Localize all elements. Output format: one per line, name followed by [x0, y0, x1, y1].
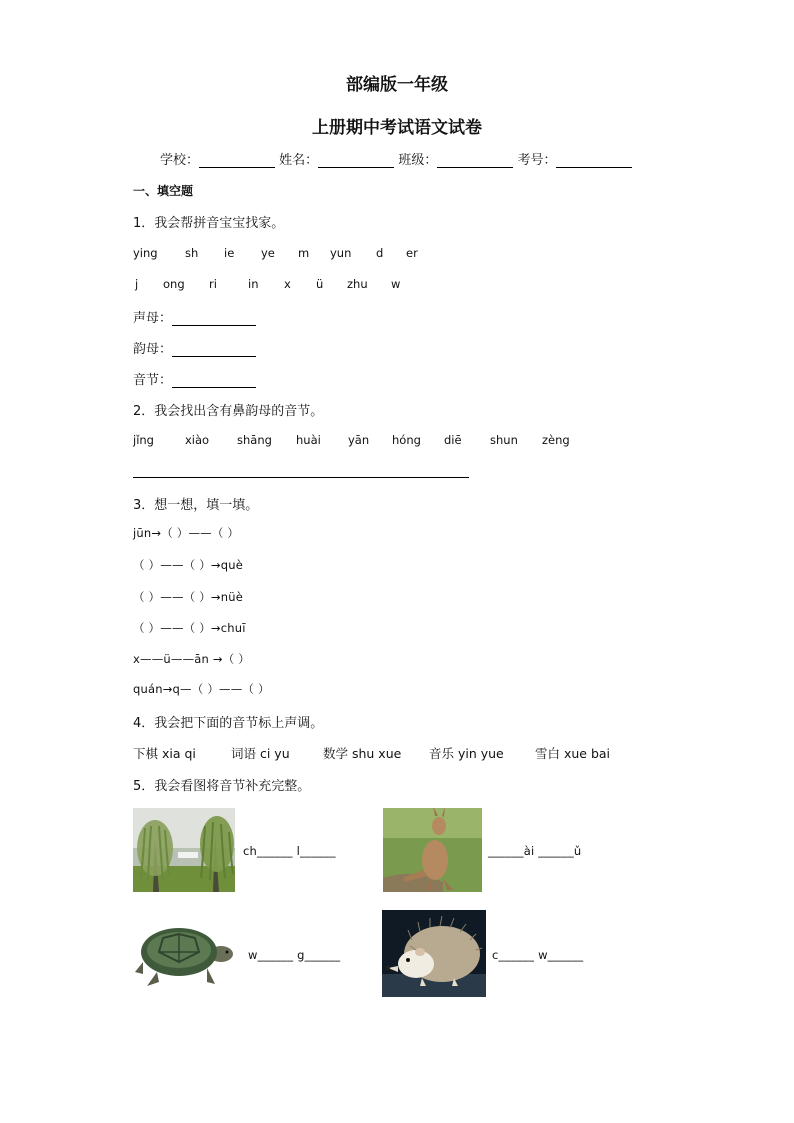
- name-label: 姓名：: [279, 153, 319, 168]
- yinjie-answer-field[interactable]: [172, 373, 256, 388]
- yunmu-line: [133, 338, 256, 357]
- tone-item[interactable]: 数学 shu xue: [323, 746, 402, 761]
- name-field[interactable]: [318, 153, 394, 168]
- turtle-image: [133, 912, 237, 992]
- pinyin-item: yun: [330, 246, 352, 260]
- syllable-item: huài: [296, 433, 321, 447]
- question-3-line[interactable]: （ ）——（ ）→què: [133, 558, 244, 572]
- school-field[interactable]: [199, 153, 275, 168]
- question-3-line[interactable]: jūn→（ ）——（ ）: [133, 526, 240, 540]
- syllable-item: diē: [444, 433, 462, 447]
- question-2-prompt: 2．我会找出含有鼻韵母的音节。: [133, 404, 324, 419]
- question-2-syllables: [133, 433, 593, 449]
- pinyin-item: ri: [209, 277, 217, 291]
- syllable-item: shāng: [237, 433, 272, 447]
- willow-pinyin-blank[interactable]: ch______ l______: [243, 844, 336, 858]
- pinyin-item: zhu: [347, 277, 368, 291]
- question-5-prompt: 5．我会看图将音节补充完整。: [133, 779, 311, 794]
- question-3-line[interactable]: （ ）——（ ）→nüè: [133, 590, 243, 604]
- willow-image: [133, 808, 235, 892]
- page-title: 部编版一年级: [346, 75, 448, 95]
- question-1-row-2: [133, 277, 533, 293]
- yinjie-line: [133, 369, 256, 388]
- page-subtitle: 上册期中考试语文试卷: [312, 118, 482, 138]
- pinyin-item: sh: [185, 246, 199, 260]
- hedgehog-image: [382, 910, 486, 997]
- syllable-item: shun: [490, 433, 518, 447]
- section-heading: 一、填空题: [133, 184, 194, 198]
- yinjie-label: 音节：: [133, 373, 173, 388]
- hedgehog-pinyin-blank[interactable]: c______ w______: [492, 948, 584, 962]
- tone-item[interactable]: 词语 ci yu: [231, 746, 290, 761]
- pinyin-item: ü: [316, 277, 324, 291]
- pinyin-item: m: [298, 246, 310, 260]
- pinyin-item: w: [391, 277, 401, 291]
- kangaroo-image: [383, 808, 482, 892]
- yunmu-label: 韵母：: [133, 342, 173, 357]
- kangaroo-pinyin-blank[interactable]: ______ài ______ǔ: [488, 844, 582, 858]
- question-4-items: [133, 744, 633, 760]
- student-info-line: [160, 149, 632, 168]
- class-field[interactable]: [437, 153, 513, 168]
- question-3-line[interactable]: quán→q—（ ）——（ ）: [133, 682, 270, 696]
- pinyin-item: d: [376, 246, 384, 260]
- pinyin-item: x: [284, 277, 291, 291]
- shengmu-line: [133, 307, 256, 326]
- syllable-item: yān: [348, 433, 370, 447]
- syllable-item: zèng: [542, 433, 570, 447]
- pinyin-item: j: [135, 277, 139, 291]
- syllable-item: xiào: [185, 433, 210, 447]
- exam-number-field[interactable]: [556, 153, 632, 168]
- question-4-prompt: 4．我会把下面的音节标上声调。: [133, 716, 324, 731]
- pinyin-item: ong: [163, 277, 185, 291]
- school-label: 学校：: [160, 153, 200, 168]
- yunmu-answer-field[interactable]: [172, 342, 256, 357]
- pinyin-item: in: [248, 277, 259, 291]
- pinyin-item: er: [406, 246, 418, 260]
- tone-item[interactable]: 下棋 xia qi: [133, 746, 196, 761]
- tone-item[interactable]: 音乐 yin yue: [429, 746, 504, 761]
- question-1-prompt: 1．我会帮拼音宝宝找家。: [133, 216, 285, 231]
- exam-number-label: 考号：: [517, 153, 557, 168]
- shengmu-answer-field[interactable]: [172, 311, 256, 326]
- tone-item[interactable]: 雪白 xue bai: [535, 746, 611, 761]
- question-1-row-1: [133, 246, 533, 262]
- question-3-prompt: 3．想一想，填一填。: [133, 498, 259, 513]
- pinyin-item: ying: [133, 246, 158, 260]
- question-2-answer-line[interactable]: [133, 477, 469, 478]
- syllable-item: jǐng: [133, 433, 154, 447]
- shengmu-label: 声母：: [133, 311, 173, 326]
- pinyin-item: ie: [224, 246, 235, 260]
- class-label: 班级：: [398, 153, 438, 168]
- syllable-item: hóng: [392, 433, 421, 447]
- question-3-line[interactable]: x——ü——ān →（ ）: [133, 652, 250, 666]
- question-3-line[interactable]: （ ）——（ ）→chuī: [133, 621, 246, 635]
- turtle-pinyin-blank[interactable]: w______ g______: [248, 948, 341, 962]
- pinyin-item: ye: [261, 246, 275, 260]
